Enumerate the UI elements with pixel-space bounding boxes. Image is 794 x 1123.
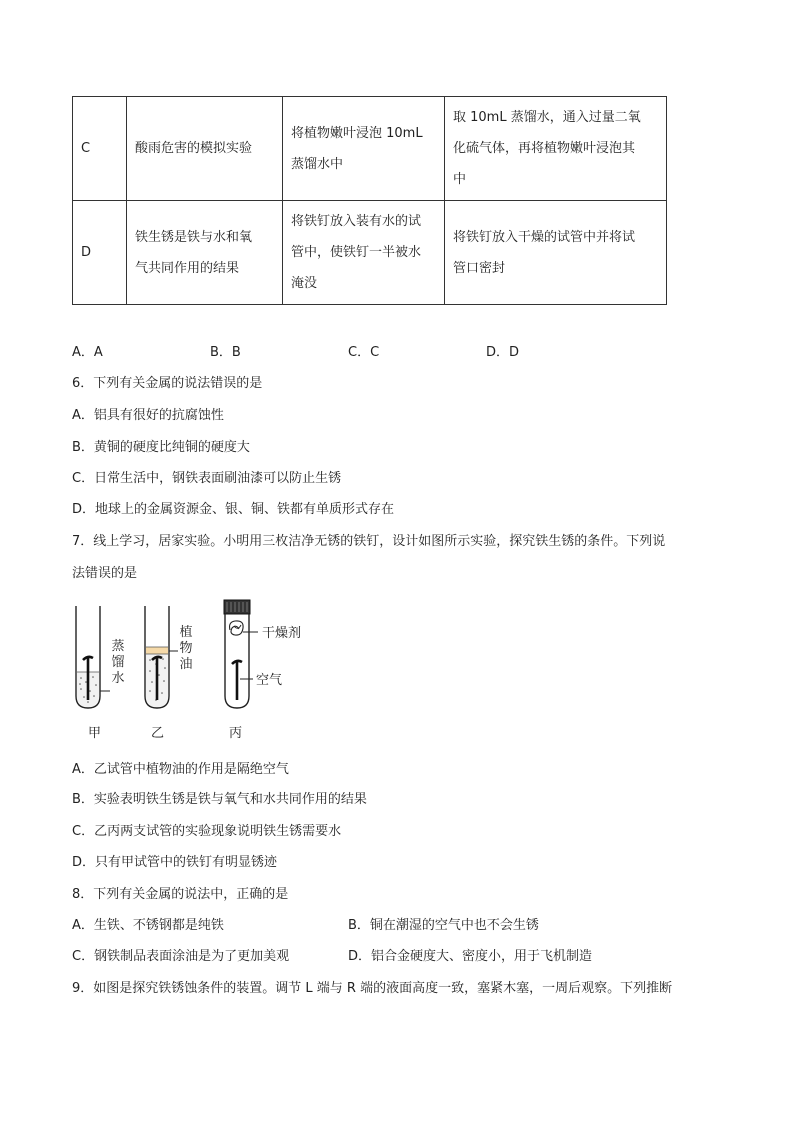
test-tube-figure [60, 596, 320, 746]
q8-option-d[interactable]: D．铝合金硬度大、密度小，用于飞机制造 [348, 949, 593, 964]
scheme-b-cell: 取 10mL 蒸馏水，通入过量二氧 化硫气体，再将植物嫩叶浸泡其 中 [445, 97, 667, 201]
q6-option-d[interactable]: D．地球上的金属资源金、银、铜、铁都有单质形式存在 [72, 502, 395, 517]
vertical-label-char: 植 [179, 625, 193, 640]
q5-option-c[interactable]: C．C [348, 345, 380, 360]
q8-option-b[interactable]: B．铜在潮湿的空气中也不会生锈 [348, 918, 539, 933]
q7-stem-line1: 7．线上学习，居家实验。小明用三枚洁净无锈的铁钉，设计如图所示实验，探究铁生锈的条件。下列说 [72, 534, 666, 549]
q7-option-b[interactable]: B．实验表明铁生锈是铁与氧气和水共同作用的结果 [72, 792, 367, 807]
experiment-table [72, 96, 667, 305]
table-row [73, 201, 667, 305]
q7-stem-line2: 法错误的是 [72, 566, 138, 581]
label-desiccant: 干燥剂 [262, 626, 302, 641]
label-tube-yi: 乙 [151, 726, 165, 741]
q6-stem: 6．下列有关金属的说法错误的是 [72, 376, 263, 391]
q8-stem: 8．下列有关金属的说法中，正确的是 [72, 887, 289, 902]
tube-jia [76, 606, 110, 708]
q8-option-c[interactable]: C．钢铁制品表面涂油是为了更加美观 [72, 949, 290, 964]
vertical-label-char: 蒸 [111, 639, 125, 654]
row-label: C [73, 97, 127, 201]
tube-bing [224, 600, 258, 708]
scheme-b-cell: 将铁钉放入干燥的试管中并将试 管口密封 [445, 201, 667, 305]
q8-option-a[interactable]: A．生铁、不锈钢都是纯铁 [72, 918, 224, 933]
vertical-label-char: 物 [179, 641, 193, 656]
vertical-label-char: 馏 [111, 655, 125, 670]
purpose-cell: 酸雨危害的模拟实验 [127, 97, 283, 201]
label-tube-bing: 丙 [229, 726, 243, 741]
q5-option-a[interactable]: A．A [72, 345, 103, 360]
row-label: D [73, 201, 127, 305]
q9-stem: 9．如图是探究铁锈蚀条件的装置。调节 L 端与 R 端的液面高度一致，塞紧木塞，一周后观察。下列推断 [72, 981, 673, 996]
tube-yi [145, 606, 178, 708]
label-vegetable-oil [179, 625, 193, 673]
q7-option-c[interactable]: C．乙丙两支试管的实验现象说明铁生锈需要水 [72, 824, 342, 839]
q6-option-c[interactable]: C．日常生活中，钢铁表面刷油漆可以防止生锈 [72, 471, 342, 486]
vertical-label-char: 油 [179, 657, 193, 672]
vertical-label-char: 水 [111, 671, 125, 686]
label-tube-jia: 甲 [88, 726, 102, 741]
q5-option-d[interactable]: D．D [486, 345, 520, 360]
q7-option-d[interactable]: D．只有甲试管中的铁钉有明显锈迹 [72, 855, 278, 870]
q7-option-a[interactable]: A．乙试管中植物油的作用是隔绝空气 [72, 762, 289, 777]
scheme-a-cell: 将铁钉放入装有水的试 管中，使铁钉一半被水 淹没 [283, 201, 445, 305]
q6-option-a[interactable]: A．铝具有很好的抗腐蚀性 [72, 408, 224, 423]
q6-option-b[interactable]: B．黄铜的硬度比纯铜的硬度大 [72, 440, 250, 455]
label-distilled-water [111, 639, 125, 687]
table-row [73, 97, 667, 201]
label-air: 空气 [256, 673, 283, 688]
scheme-a-cell: 将植物嫩叶浸泡 10mL 蒸馏水中 [283, 97, 445, 201]
q5-option-b[interactable]: B．B [210, 345, 241, 360]
purpose-cell: 铁生锈是铁与水和氧 气共同作用的结果 [127, 201, 283, 305]
